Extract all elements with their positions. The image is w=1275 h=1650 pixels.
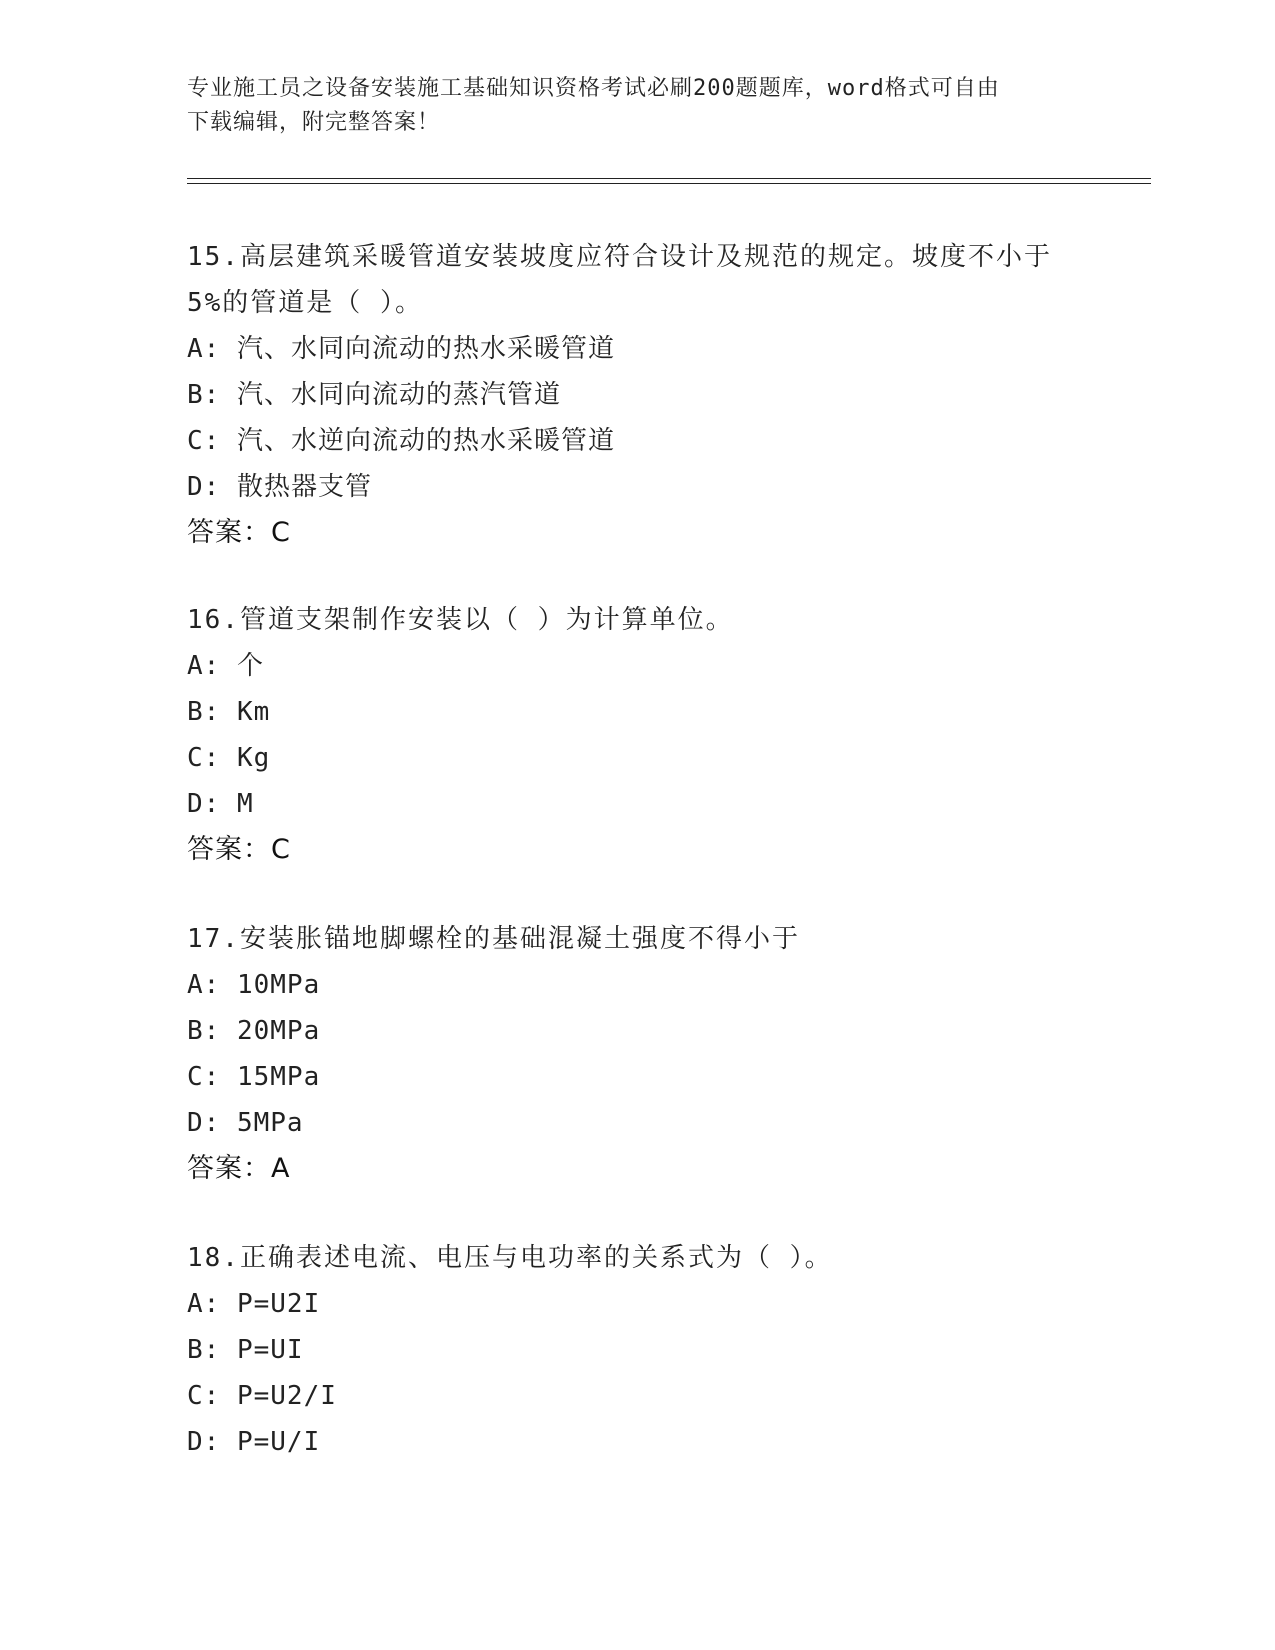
option-a: A: P=U2I xyxy=(187,1289,321,1319)
option-b: B: P=UI xyxy=(187,1335,304,1365)
option-d: D: M xyxy=(187,789,254,819)
document-header xyxy=(187,72,1087,140)
option-d: D: 散热器支管 xyxy=(187,472,372,502)
question-18 xyxy=(187,1235,1107,1465)
option-c: C: P=U2/I xyxy=(187,1381,337,1411)
header-divider-top xyxy=(187,178,1151,179)
answer: 答案：C xyxy=(187,834,291,865)
question-15 xyxy=(187,234,1107,556)
option-a: A: 汽、水同向流动的热水采暖管道 xyxy=(187,334,615,364)
question-stem-continued: 5%的管道是（ ）。 xyxy=(187,288,423,318)
option-c: C: 汽、水逆向流动的热水采暖管道 xyxy=(187,426,615,456)
option-b: B: Km xyxy=(187,697,271,727)
option-a: A: 10MPa xyxy=(187,970,321,1000)
option-d: D: P=U/I xyxy=(187,1427,321,1457)
question-stem: 16.管道支架制作安装以（ ）为计算单位。 xyxy=(187,605,734,635)
option-b: B: 20MPa xyxy=(187,1016,321,1046)
header-line-1: 专业施工员之设备安装施工基础知识资格考试必刷200题题库，word格式可自由 xyxy=(187,76,1000,101)
option-b: B: 汽、水同向流动的蒸汽管道 xyxy=(187,380,561,410)
option-c: C: Kg xyxy=(187,743,271,773)
question-stem: 18.正确表述电流、电压与电功率的关系式为（ ）。 xyxy=(187,1243,833,1273)
header-line-2: 下载编辑，附完整答案！ xyxy=(187,110,441,135)
option-c: C: 15MPa xyxy=(187,1062,321,1092)
question-stem: 17.安装胀锚地脚螺栓的基础混凝土强度不得小于 xyxy=(187,924,800,954)
answer: 答案：C xyxy=(187,517,291,548)
question-17 xyxy=(187,916,1107,1192)
answer: 答案：A xyxy=(187,1153,291,1184)
header-divider-bottom xyxy=(187,183,1151,184)
question-stem: 15.高层建筑采暖管道安装坡度应符合设计及规范的规定。坡度不小于 xyxy=(187,242,1052,272)
question-16 xyxy=(187,597,1107,873)
option-a: A: 个 xyxy=(187,651,264,681)
option-d: D: 5MPa xyxy=(187,1108,304,1138)
